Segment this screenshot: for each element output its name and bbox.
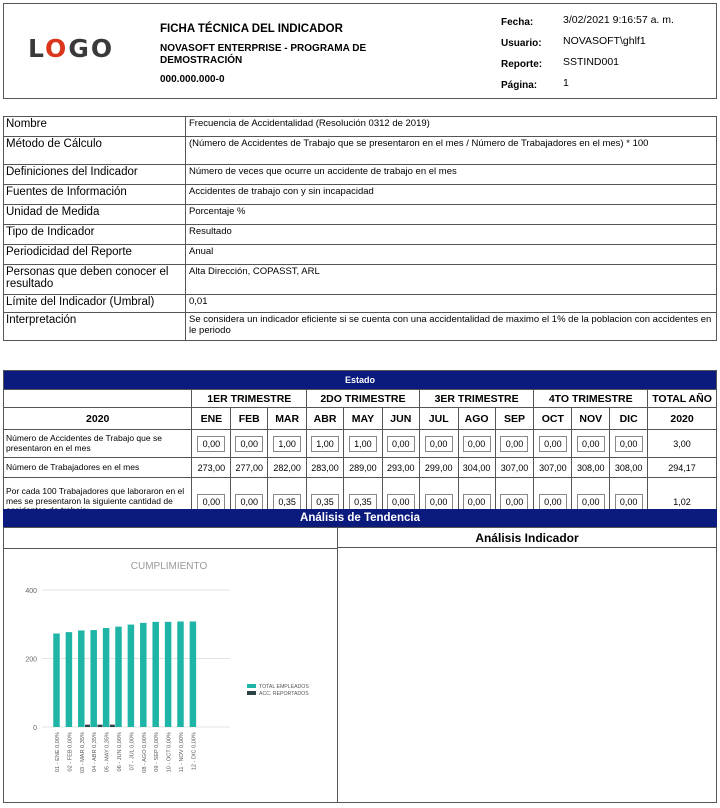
bar-total-empleados [90,630,97,727]
year-blank [4,390,192,408]
info-label: Nombre [4,117,186,137]
value-text: 0,00 [463,436,491,452]
value-text: 0,00 [197,436,225,452]
bar-total-empleados [66,632,73,727]
info-label: Tipo de Indicador [4,225,186,245]
month-header: JUN [382,408,419,430]
meta-key: Reporte: [501,59,543,70]
value-cell: 308,00 [610,458,648,478]
company-nit: 000.000.000-0 [160,74,225,85]
value-text: 0,00 [539,494,567,510]
analisis-indicador-title: Análisis Indicador [338,528,716,548]
meta-value: 3/02/2021 9:16:57 a. m. [563,14,674,26]
value-cell [231,430,268,458]
info-row [4,295,717,313]
value-text: 0,00 [500,436,528,452]
meta-fecha [501,14,674,35]
estado-row [4,458,717,478]
estado-band: Estado [4,371,717,390]
x-tick-label: 02 - FEB 0,00% [67,732,74,772]
meta-usuario [501,35,674,56]
value-text: 0,35 [349,494,377,510]
month-header: ABR [307,408,344,430]
x-tick-label: 06 - JUN 0,00% [117,732,123,772]
info-label: Límite del Indicador (Umbral) [4,295,186,313]
x-tick-label: 01 - ENE 0,00% [55,732,61,773]
meta-reporte [501,56,674,77]
info-label: Interpretación [4,313,186,341]
report-header [3,3,717,99]
value-text: 0,00 [425,436,453,452]
company-logo: LOGO [28,34,115,63]
month-header: JUL [419,408,458,430]
month-header: OCT [534,408,572,430]
left-header-line [4,548,337,549]
info-label: Periodicidad del Reporte [4,245,186,265]
value-cell: 299,00 [419,458,458,478]
tendencia-section [3,527,717,803]
bar-acc-reportados [85,725,90,727]
year-label: 2020 [4,408,192,430]
month-header: MAY [343,408,382,430]
estado-row [4,430,717,458]
month-header: FEB [231,408,268,430]
meta-key: Usuario: [501,38,542,49]
value-cell [572,430,610,458]
value-text: 0,00 [197,494,225,510]
x-tick-label: 11 - NOV 0,00% [179,732,185,773]
chart-title: CUMPLIMIENTO [130,561,208,572]
info-label: Definiciones del Indicador [4,165,186,185]
row-label: Número de Accidentes de Trabajo que se presentaron en el mes [4,430,192,458]
tendencia-band: Análisis de Tendencia [3,509,717,527]
month-header: NOV [572,408,610,430]
x-tick-label: 05 - MAY 0,35% [104,732,111,773]
legend-swatch-total-empleados [247,684,256,688]
value-text: 0,00 [387,494,415,510]
quarter-header: 3ER TRIMESTRE [419,390,534,408]
value-cell [268,430,307,458]
info-value: 0,01 [186,295,717,313]
info-row [4,313,717,341]
cumplimiento-chart [4,552,336,802]
value-cell [534,430,572,458]
value-text: 0,00 [387,436,415,452]
month-header: ENE [192,408,231,430]
meta-value: NOVASOFT\ghlf1 [563,35,646,47]
value-cell [307,430,344,458]
value-cell: 308,00 [572,458,610,478]
month-header: DIC [610,408,648,430]
report-title: FICHA TÉCNICA DEL INDICADOR [160,23,343,35]
value-text: 0,00 [615,494,643,510]
info-label: Unidad de Medida [4,205,186,225]
value-cell: 289,00 [343,458,382,478]
total-cell: 3,00 [648,430,717,458]
total-header: TOTAL AÑO [648,390,717,408]
info-row [4,245,717,265]
legend-label-total-empleados: TOTAL EMPLEADOS [259,684,309,690]
bar-acc-reportados [110,725,115,727]
quarter-header: 1ER TRIMESTRE [192,390,307,408]
info-value: Accidentes de trabajo con y sin incapacidad [186,185,717,205]
info-label: Personas que deben conocer el resultado [4,265,186,295]
value-cell [610,430,648,458]
report-meta [501,14,674,98]
value-text: 0,00 [235,436,263,452]
total-year: 2020 [648,408,717,430]
value-text: 0,00 [500,494,528,510]
bar-total-empleados [140,623,147,727]
bar-total-empleados [190,622,197,727]
estado-table [3,370,717,526]
info-value: Frecuencia de Accidentalidad (Resolución 0312 de 2019) [186,117,717,137]
x-tick-label: 07 - JUL 0,00% [129,732,136,771]
info-row [4,165,717,185]
value-text: 0,00 [463,494,491,510]
value-cell [458,430,495,458]
bar-total-empleados [165,622,172,727]
info-row [4,117,717,137]
value-cell: 273,00 [192,458,231,478]
info-value: Número de veces que ocurre un accidente de trabajo en el mes [186,165,717,185]
y-tick-label: 200 [25,656,37,664]
value-text: 0,35 [311,494,339,510]
x-tick-label: 03 - MAR 0,35% [79,732,86,774]
company-name: NOVASOFT ENTERPRISE - PROGRAMA DE DEMOSTRACIÓN [160,43,367,66]
bar-total-empleados [128,625,134,727]
legend-swatch-acc-reportados [247,691,256,695]
value-text: 1,00 [273,436,301,452]
info-value: Anual [186,245,717,265]
x-tick-label: 08 - AGO 0,00% [141,732,148,773]
month-header: MAR [268,408,307,430]
bar-total-empleados [115,627,122,727]
value-text: 1,00 [311,436,339,452]
meta-key: Fecha: [501,17,534,28]
value-cell: 307,00 [534,458,572,478]
value-cell [382,430,419,458]
bar-total-empleados [177,622,184,727]
row-label: Número de Trabajadores en el mes [4,458,192,478]
value-cell [343,430,382,458]
value-cell [419,430,458,458]
value-text: 0,00 [425,494,453,510]
meta-key: Página: [501,80,538,91]
value-text: 0,00 [539,436,567,452]
info-value: Se considera un indicador eficiente si se cuenta con una accidentalidad de maximo el 1% de la poblacion con accidentes en le periodo [186,313,717,341]
info-label: Método de Cálculo [4,137,186,165]
indicator-info-table [3,116,717,341]
bar-total-empleados [78,630,85,727]
info-row [4,137,717,165]
month-header: AGO [458,408,495,430]
quarter-header: 2DO TRIMESTRE [307,390,420,408]
info-row [4,225,717,245]
info-row [4,205,717,225]
value-text: 0,00 [235,494,263,510]
value-cell: 282,00 [268,458,307,478]
value-cell: 307,00 [495,458,534,478]
x-tick-label: 10 - OCT 0,00% [166,732,173,773]
bar-acc-reportados [97,725,102,727]
value-cell: 283,00 [307,458,344,478]
meta-pagina [501,77,674,98]
value-text: 0,00 [577,436,605,452]
total-cell: 1,02 [648,478,717,526]
section-divider [337,528,338,802]
y-tick-label: 400 [25,588,37,595]
month-header: SEP [495,408,534,430]
y-tick-label: 0 [33,725,37,732]
value-cell [192,430,231,458]
row-label: Por cada 100 Trabajadores que laboraron en el mes se presentaron la siguiente cantidad de [4,478,192,526]
total-cell: 294,17 [648,458,717,478]
legend-label-acc-reportados: ACC. REPORTADOS [259,691,309,697]
value-cell: 277,00 [231,458,268,478]
value-cell: 293,00 [382,458,419,478]
info-value: Alta Dirección, COPASST, ARL [186,265,717,295]
bar-total-empleados [152,622,159,727]
value-cell [495,430,534,458]
info-row [4,185,717,205]
info-value: Porcentaje % [186,205,717,225]
meta-value: 1 [563,77,569,89]
bar-total-empleados [103,628,110,727]
x-tick-label: 04 - ABR 0,35% [92,732,99,772]
value-text: 0,00 [577,494,605,510]
bar-total-empleados [53,633,60,727]
info-row [4,265,717,295]
value-text: 1,00 [349,436,377,452]
x-tick-label: 12 - DIC 0,00% [191,732,198,771]
value-text: 0,00 [615,436,643,452]
info-label: Fuentes de Información [4,185,186,205]
meta-value: SSTIND001 [563,56,620,68]
value-text: 0,35 [273,494,301,510]
info-value: Resultado [186,225,717,245]
value-cell: 304,00 [458,458,495,478]
info-value: (Número de Accidentes de Trabajo que se presentaron en el mes / Número de Trabajadores en el mes) * 100 [186,137,717,165]
x-tick-label: 09 - SEP 0,00% [154,732,161,772]
quarter-header: 4TO TRIMESTRE [534,390,648,408]
